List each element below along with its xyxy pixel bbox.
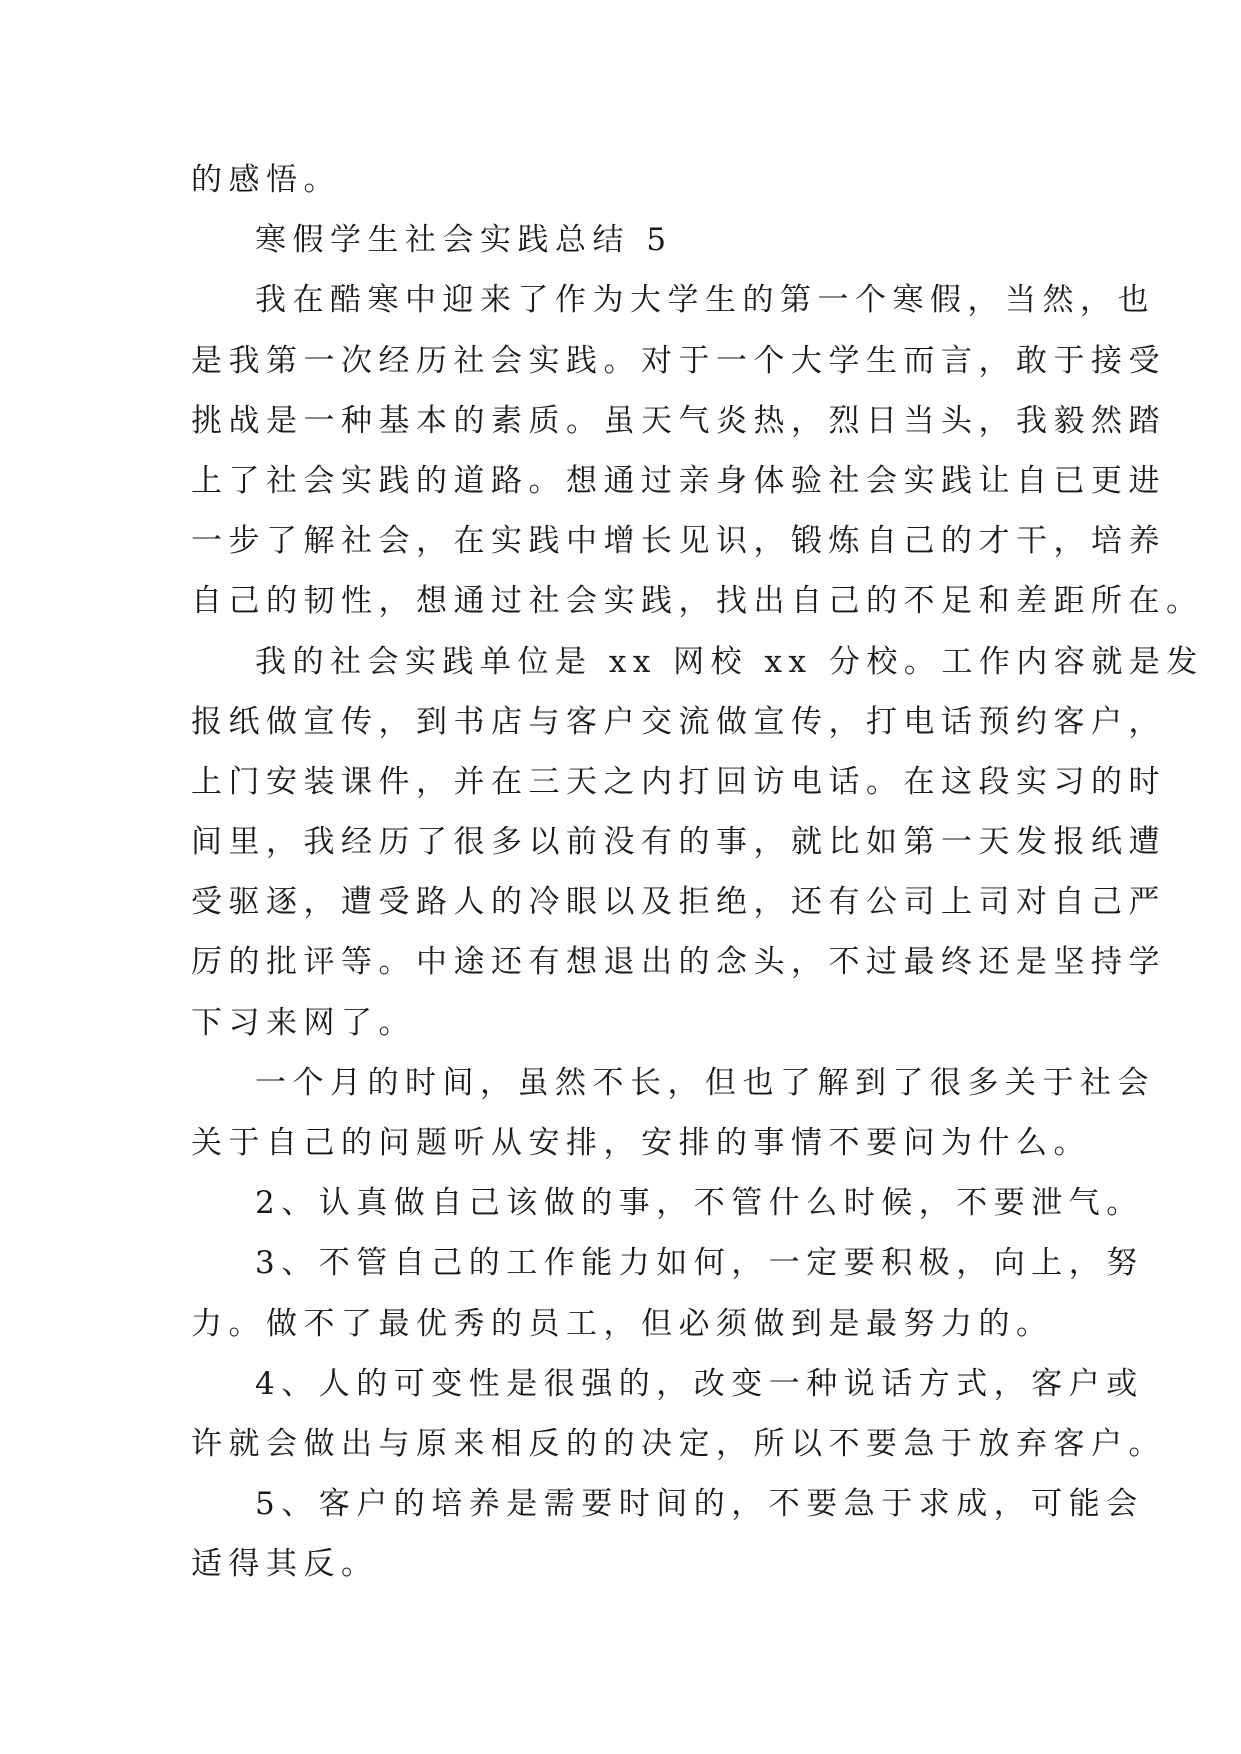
- paragraph-line: 一个月的时间，虽然不长，但也了解到了很多关于社会: [255, 1064, 1155, 1101]
- paragraph-line: 厉的批评等。中途还有想退出的念头，不过最终还是坚持学: [191, 944, 1166, 981]
- list-item: 4、人的可变性是很强的，改变一种说话方式，客户或: [255, 1365, 1144, 1402]
- paragraph-line: 是我第一次经历社会实践。对于一个大学生而言，敢于接受: [191, 342, 1166, 379]
- paragraph-line: 力。做不了最优秀的员工，但必须做到是最努力的。: [191, 1305, 1054, 1342]
- paragraph-line: 间里，我经历了很多以前没有的事，就比如第一天发报纸遭: [191, 824, 1166, 861]
- list-item: 2、认真做自己该做的事，不管什么时候，不要泄气。: [255, 1185, 1144, 1222]
- list-item: 5、客户的培养是需要时间的，不要急于求成，可能会: [255, 1486, 1144, 1523]
- paragraph-line: 关于自己的问题听从安排，安排的事情不要问为什么。: [191, 1125, 1091, 1161]
- paragraph-line: 上了社会实践的道路。想通过亲身体验社会实践让自已更进: [191, 462, 1166, 499]
- paragraph-line: 下习来网了。: [191, 1004, 416, 1041]
- paragraph-line: 的感悟。: [191, 162, 341, 198]
- section-heading: 寒假学生社会实践总结 5: [255, 222, 673, 259]
- paragraph-line: 上门安装课件，并在三天之内打回访电话。在这段实习的时: [191, 763, 1166, 800]
- paragraph-line: 受驱逐，遭受路人的冷眼以及拒绝，还有公司上司对自己严: [191, 884, 1166, 921]
- paragraph-line: 我在酷寒中迎来了作为大学生的第一个寒假，当然，也: [255, 282, 1155, 319]
- paragraph-line: 适得其反。: [191, 1546, 379, 1583]
- paragraph-line: 报纸做宣传，到书店与客户交流做宣传，打电话预约客户，: [191, 703, 1166, 740]
- paragraph-line: 挑战是一种基本的素质。虽天气炎热，烈日当头，我毅然踏: [191, 402, 1166, 439]
- paragraph-line: 许就会做出与原来相反的的决定，所以不要急于放弃客户。: [191, 1425, 1166, 1462]
- list-item: 3、不管自己的工作能力如何，一定要积极，向上，努: [255, 1245, 1144, 1282]
- paragraph-line: 一步了解社会，在实践中增长见识，锻炼自己的才干，培养: [191, 523, 1166, 560]
- document-page: [191, 150, 1204, 1595]
- paragraph-line: 自己的韧性，想通过社会实践，找出自己的不足和差距所在。: [191, 583, 1204, 620]
- paragraph-line: 我的社会实践单位是 xx 网校 xx 分校。工作内容就是发: [255, 643, 1204, 680]
